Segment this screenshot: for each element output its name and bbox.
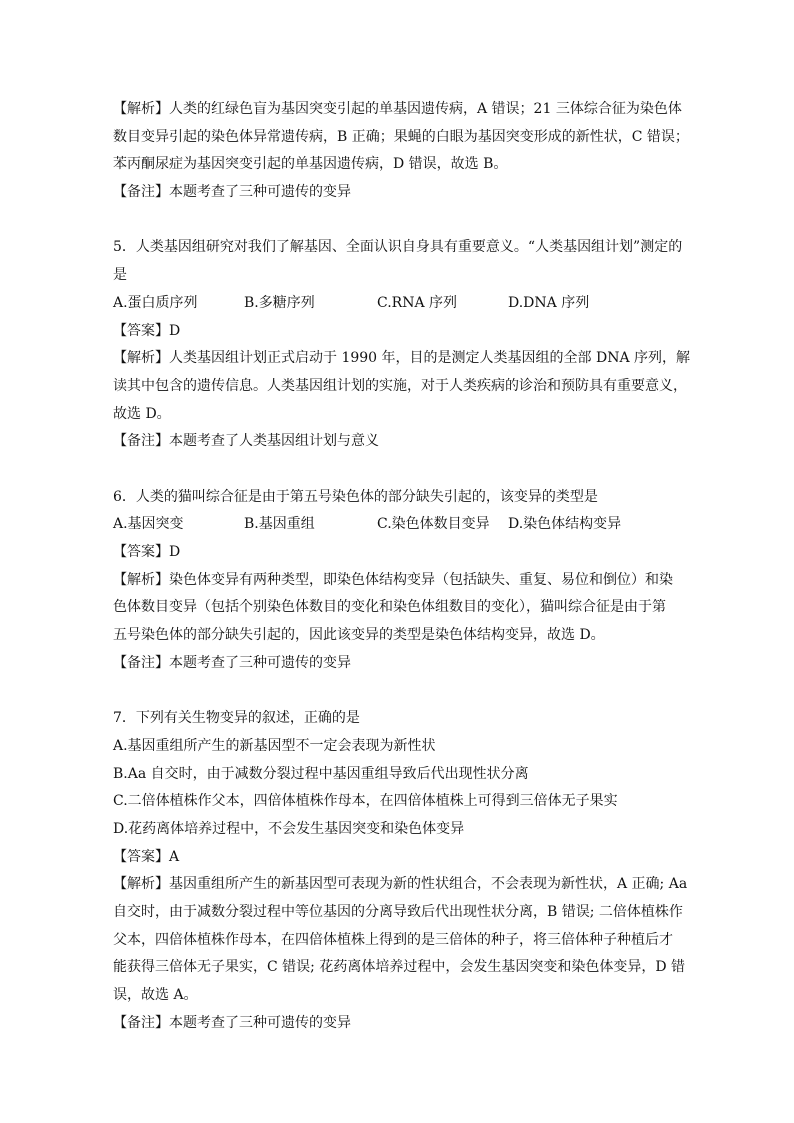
analysis-line: 数目变异引起的染色体异常遗传病，B 正确；果蝇的白眼为基因突变形成的新性状，C 错误； [113,128,689,145]
q7-options [113,733,683,844]
analysis-line: 【解析】人类基因组计划正式启动于 1990 年，目的是测定人类基因组的全部 DNA 序列，解 [113,350,691,367]
q5-note: 【备注】本题考查了人类基因组计划与意义 [113,433,379,450]
stem-line: 5．人类基因组研究对我们了解基因、全面认识自身具有重要意义。“人类基因组计划”测定的 [113,239,683,256]
analysis-line: 自交时，由于减数分裂过程中等位基因的分离导致后代出现性状分离，B 错误; 二倍体植株作 [113,903,683,920]
q6-option-a: A.基因突变 [113,516,184,533]
analysis-line: 误，故选 A。 [113,987,198,1003]
analysis-line: 【解析】基因重组所产生的新基因型可表现为新的性状组合，不会表现为新性状，A 正确; Aa [113,876,688,893]
q5-option-d: D.DNA 序列 [508,294,590,311]
q7-stem [113,705,683,733]
analysis-line: 苯丙酮尿症为基因突变引起的单基因遗传病，D 错误，故选 B。 [113,156,508,173]
spacer [113,677,683,705]
q5-option-a: A.蛋白质序列 [113,294,198,311]
q6-option-b: B.基因重组 [244,516,315,533]
q5-answer: 【答案】D [113,322,181,339]
q7-note: 【备注】本题考查了三种可遗传的变异 [113,1014,351,1031]
spacer [113,207,683,235]
q4-note: 【备注】本题考查了三种可遗传的变异 [113,184,351,201]
analysis-line: 读其中包含的遗传信息。人类基因组计划的实施，对于人类疾病的诊治和预防具有重要意义， [113,377,687,394]
analysis-line: 父本，四倍体植株作母本，在四倍体植株上得到的是三倍体的种子，将三倍体种子种植后才 [113,931,673,948]
document-page [113,96,691,1037]
q5-option-c: C.RNA 序列 [377,294,458,311]
stem-line: 是 [113,267,127,284]
analysis-line: 【解析】人类的红绿色盲为基因突变引起的单基因遗传病，A 错误；21 三体综合征为染色体 [113,101,682,117]
analysis-line: 能获得三倍体无子果实，C 错误; 花药离体培养过程中，会发生基因突变和染色体变异，D 错 [113,959,686,976]
q6-options [113,511,683,539]
q4-analysis [113,96,689,179]
stem-line: 6．人类的猫叫综合征是由于第五号染色体的部分缺失引起的，该变异的类型是 [113,488,598,505]
analysis-line: 【解析】染色体变异有两种类型，即染色体结构变异（包括缺失、重复、易位和倒位）和染 [113,571,673,588]
q6-stem [113,484,683,512]
q5-options [113,290,683,318]
q6-answer: 【答案】D [113,544,181,560]
q6-option-d: D.染色体结构变异 [508,516,622,533]
analysis-line: 色体数目变异（包括个别染色体数目的变化和染色体组数目的变化），猫叫综合征是由于第 [113,599,666,616]
q7-option-a: A.基因重组所产生的新基因型不一定会表现为新性状 [113,737,436,754]
q7-option-d: D.花药离体培养过程中，不会发生基因突变和染色体变异 [113,820,465,837]
q6-note: 【备注】本题考查了三种可遗传的变异 [113,654,351,671]
analysis-line: 故选 D。 [113,405,171,422]
q6-option-c: C.染色体数目变异 [377,516,490,533]
q5-stem [113,234,683,289]
q7-answer: 【答案】A [113,848,180,865]
stem-line: 7．下列有关生物变异的叙述，正确的是 [113,710,360,727]
q7-option-c: C.二倍体植株作父本，四倍体植株作母本，在四倍体植株上可得到三倍体无子果实 [113,793,618,810]
q6-analysis [113,567,683,650]
q7-option-b: B.Aa 自交时，由于减数分裂过程中基因重组导致后代出现性状分离 [113,765,529,782]
q5-analysis [113,345,691,428]
q7-analysis [113,871,688,1009]
analysis-line: 五号染色体的部分缺失引起的，因此该变异的类型是染色体结构变异，故选 D。 [113,627,605,644]
q5-option-b: B.多糖序列 [244,294,315,311]
spacer [113,456,683,484]
